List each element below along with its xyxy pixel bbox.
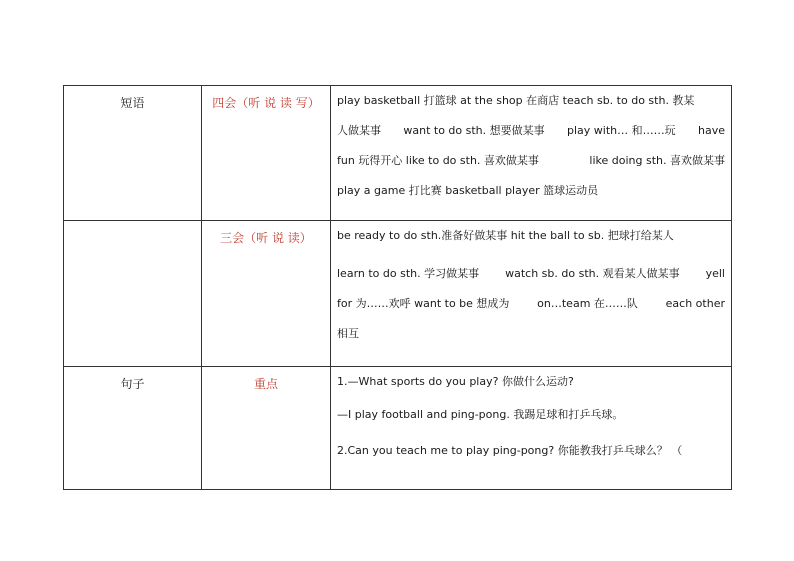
content-cell <box>331 367 732 490</box>
table-row <box>64 86 732 221</box>
content-cell <box>331 86 732 221</box>
content-line <box>337 116 725 146</box>
table-row <box>64 221 732 367</box>
level-cell: 四会（听 说 读 写） <box>202 86 331 221</box>
phrase: play with… 和……玩 <box>567 124 676 137</box>
content-line: —I play football and ping-pong. 我踢足球和打乒乓球。 <box>337 408 624 421</box>
phrase: have <box>697 124 725 137</box>
phrase: on…team 在……队 <box>537 297 638 310</box>
content-line <box>337 259 725 289</box>
content-line: play a game 打比赛 basketball player 篮球运动员 <box>337 184 599 197</box>
content-line: 1.—What sports do you play? 你做什么运动? <box>337 375 574 388</box>
phrase: for 为……欢呼 want to be 想成为 <box>337 297 510 310</box>
content-line <box>337 146 725 176</box>
phrase: want to do sth. 想要做某事 <box>403 124 545 137</box>
table-row <box>64 367 732 490</box>
content-line: play basketball 打篮球 at the shop 在商店 teach sb. to do sth. 教某 <box>337 94 695 107</box>
phrase: yell <box>705 267 725 280</box>
phrase: watch sb. do sth. 观看某人做某事 <box>505 267 680 280</box>
content-line: 2.Can you teach me to play ping-pong? 你能教我打乒乓球么？ （ <box>337 444 683 457</box>
content-line <box>337 289 725 319</box>
category-cell: 句子 <box>64 367 202 490</box>
phrase: 人做某事 <box>337 124 381 137</box>
phrase: learn to do sth. 学习做某事 <box>337 267 480 280</box>
content-line: be ready to do sth.准备好做某事 hit the ball to sb. 把球打给某人 <box>337 229 674 242</box>
category-cell: 短语 <box>64 86 202 221</box>
content-line: 相互 <box>337 327 359 340</box>
level-cell: 三会（听 说 读） <box>202 221 331 367</box>
phrase: fun 玩得开心 like to do sth. 喜欢做某事 <box>337 154 539 167</box>
vocabulary-table <box>63 85 732 490</box>
content-cell <box>331 221 732 367</box>
phrase: each other <box>665 297 725 310</box>
level-cell: 重点 <box>202 367 331 490</box>
category-cell <box>64 221 202 367</box>
phrase: like doing sth. 喜欢做某事 <box>589 154 725 167</box>
